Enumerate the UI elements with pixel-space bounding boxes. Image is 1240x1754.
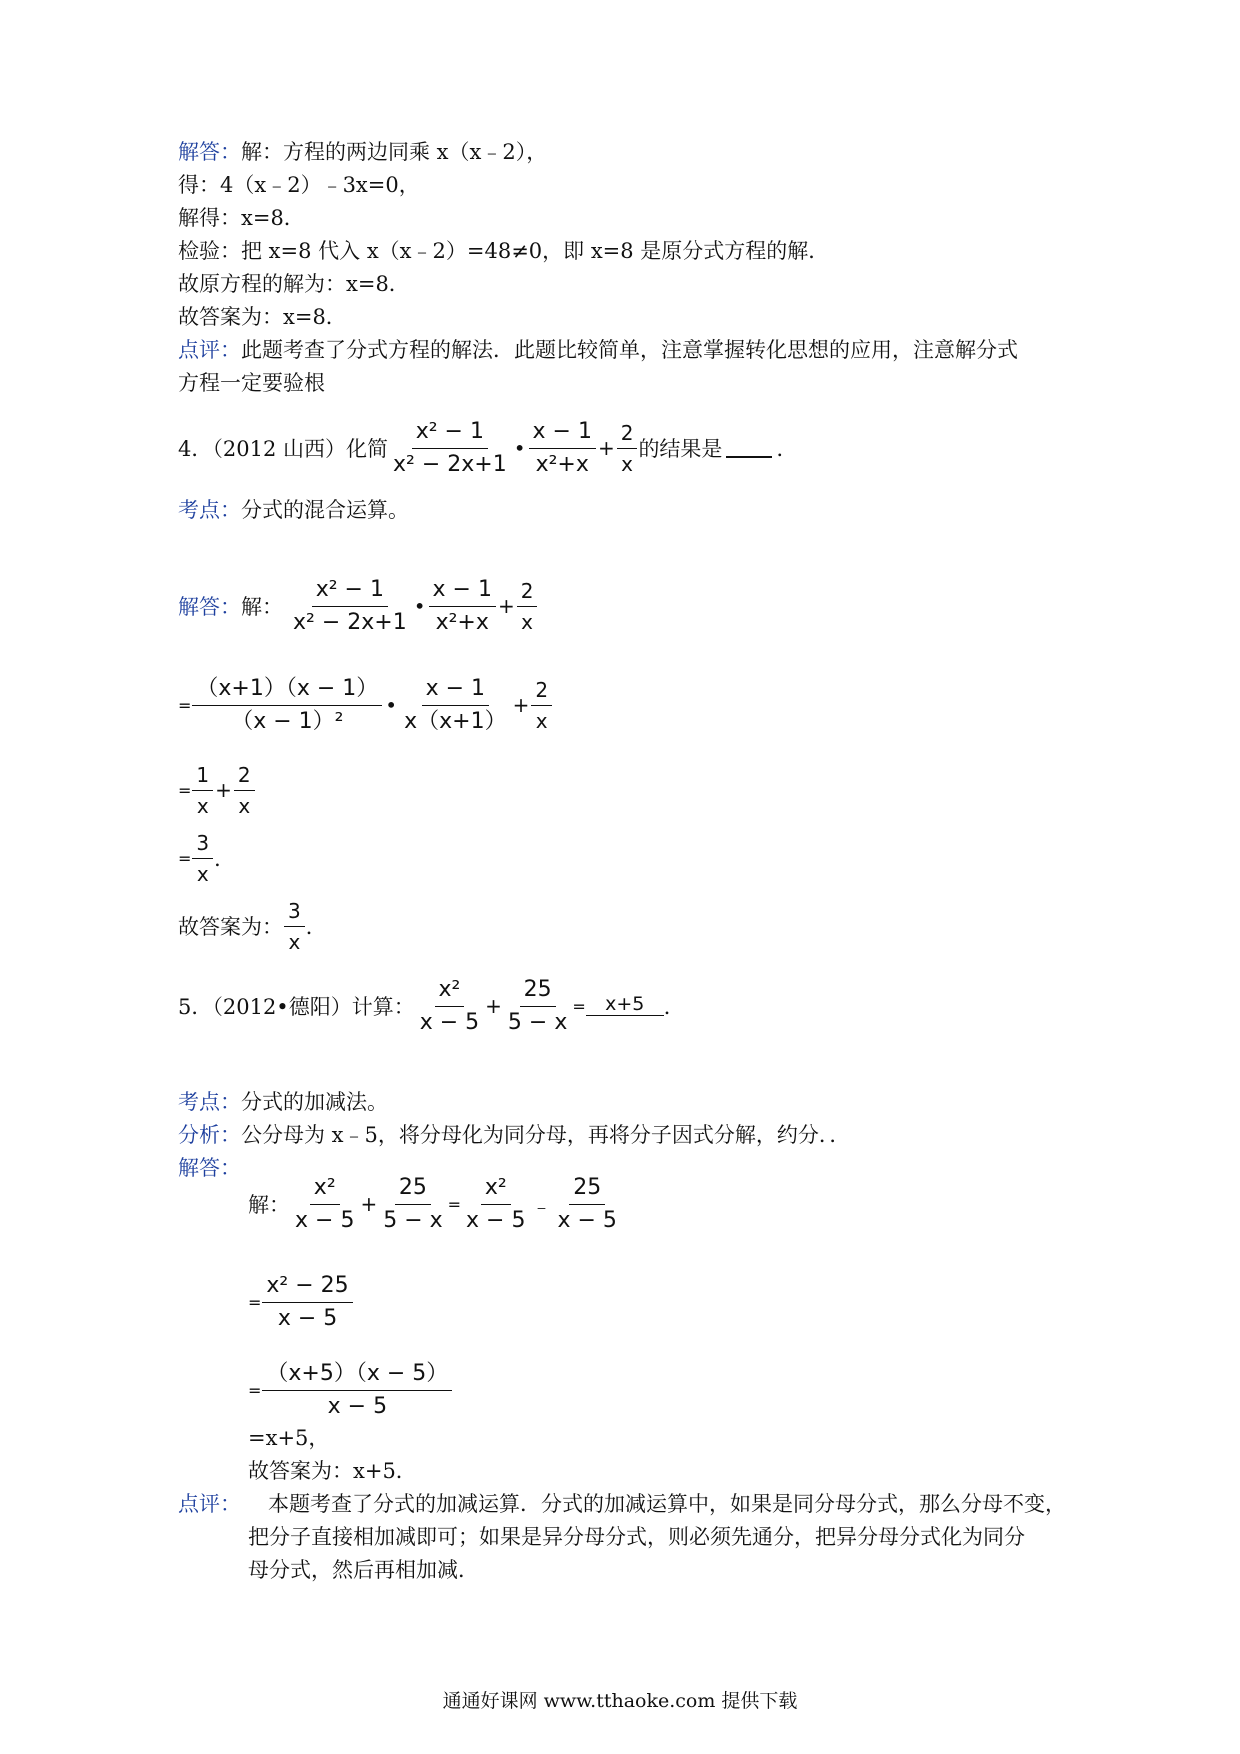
sec3-line3: 解得：x=8． bbox=[178, 206, 305, 230]
q4-answer: 故答案为： $\frac{3}{x}$ ． bbox=[178, 898, 327, 954]
q5-solution-step4: =x+5， bbox=[248, 1426, 330, 1450]
answer-blank: x+5 bbox=[586, 993, 664, 1016]
q4-question: 4．（2012 山西）化简 $\frac{\text{x² − 1}}{\text{x² − 2x+1}}$ • $\frac{x - 1}{\text{x²+x}}$ + $\frac{2}{x}$ 的结果是 ． bbox=[178, 418, 798, 477]
sec3-comment-line2: 方程一定要验根 bbox=[178, 371, 325, 395]
q4-solution-step1: 解答： 解： $\frac{\text{x² − 1}}{\text{x² − 2x+1}}$ • $\frac{x - 1}{\text{x²+x}}$ + $\frac{2}{x}$ bbox=[178, 568, 538, 644]
q5-analysis: 分析：公分母为 x﹣5，将分母化为同分母，再将分子因式分解，约分．． bbox=[178, 1123, 851, 1147]
q5-solution-step1: 解： $\frac{\text{x²}}{x - 5}$ + $\frac{25}{5 - x}$ = $\frac{\text{x²}}{x - 5}$ ﹣ $\frac{25}{x - 5}$ bbox=[248, 1174, 617, 1233]
q5-comment-line1: 点评： 本题考查了分式的加减运算．分式的加减运算中，如果是同分母分式，那么分母不变， bbox=[178, 1492, 1066, 1516]
q4-fraction-3: $\frac{2}{x}$ bbox=[617, 421, 638, 476]
comment-label: 点评： bbox=[178, 1492, 241, 1516]
sec3-line2: 得：4（x﹣2）﹣3x=0， bbox=[178, 173, 420, 197]
q4-topic: 考点：分式的混合运算。 bbox=[178, 498, 409, 522]
sec3-line5: 故原方程的解为：x=8． bbox=[178, 272, 410, 296]
q4-solution-step3: = $\frac{1}{x}$ + $\frac{2}{x}$ bbox=[178, 760, 256, 820]
topic-label: 考点： bbox=[178, 498, 241, 522]
q4-solution-step2: = $\frac{(x+1)(x - 1)}{\text{（x − 1）²}}$ • $\frac{x - 1}{x(x+1)}$ + $\frac{2}{x}$ bbox=[178, 667, 553, 743]
sec3-line6: 故答案为：x=8． bbox=[178, 305, 347, 329]
solution-label: 解答： bbox=[178, 1156, 241, 1180]
topic-label: 考点： bbox=[178, 1090, 241, 1114]
q5-answer-line: 故答案为：x+5． bbox=[248, 1459, 417, 1483]
page-footer: 通通好课网 www.tthaoke.com 提供下载 bbox=[442, 1690, 798, 1712]
sec3-comment-line1: 点评：此题考查了分式方程的解法．此题比较简单，注意掌握转化思想的应用，注意解分式 bbox=[178, 338, 1018, 362]
q4-solution-step4: = $\frac{3}{x}$ ． bbox=[178, 830, 236, 886]
sec3-solution-line1: 解答：解：方程的两边同乘 x（x﹣2）， bbox=[178, 140, 548, 164]
q5-solution-step3: = $\frac{(x+5)(x - 5)}{x - 5}$ bbox=[248, 1352, 453, 1428]
answer-blank bbox=[726, 454, 772, 458]
solution-label: 解答： bbox=[178, 595, 241, 619]
q5-topic: 考点：分式的加减法。 bbox=[178, 1090, 388, 1114]
q5-comment-line3: 母分式，然后再相加减． bbox=[248, 1558, 479, 1582]
q4-fraction-1: $\frac{\text{x² − 1}}{\text{x² − 2x+1}}$ bbox=[392, 418, 507, 477]
q4-fraction-2: $\frac{x - 1}{\text{x²+x}}$ bbox=[529, 419, 596, 478]
q5-question: 5．（2012•德阳）计算： $\frac{\text{x²}}{x - 5}$ + $\frac{25}{5 - x}$ = x+5 ． bbox=[178, 976, 685, 1035]
comment-label: 点评： bbox=[178, 338, 241, 362]
q5-solution-label bbox=[178, 1154, 241, 1182]
solution-label: 解答： bbox=[178, 140, 241, 164]
analysis-label: 分析： bbox=[178, 1123, 241, 1147]
q5-solution-step2: = $\frac{\text{x² − 25}}{x - 5}$ bbox=[248, 1264, 354, 1340]
sec3-line4: 检验：把 x=8 代入 x（x﹣2）=48≠0，即 x=8 是原分式方程的解． bbox=[178, 239, 830, 263]
q5-comment-line2: 把分子直接相加减即可；如果是异分母分式，则必须先通分，把异分母分式化为同分 bbox=[248, 1525, 1025, 1549]
